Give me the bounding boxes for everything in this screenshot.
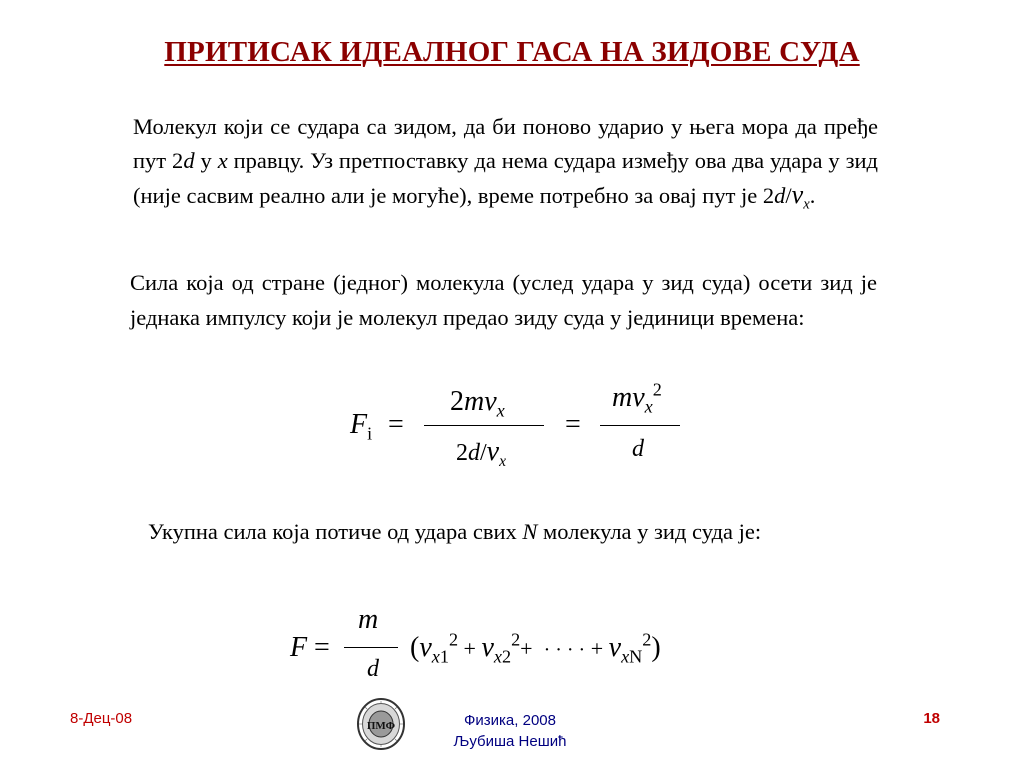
eq1-num1-2: 2	[450, 386, 464, 417]
eq2-t1-v: v	[419, 632, 432, 663]
eq2-F: F	[290, 632, 308, 663]
eq1-num2-mv: mv	[612, 382, 645, 413]
p1-var-v: v	[791, 180, 804, 209]
eq2-t1-sup: 2	[448, 629, 459, 650]
page-number: 18	[923, 710, 940, 727]
eq1-num1-sub: x	[496, 400, 505, 421]
eq2-equals: =	[314, 632, 330, 663]
p1-text-a: Молекул који се судара са зидом, да би поново ударио у њега мора да пређе пут 2	[133, 114, 878, 173]
slide-title-text: ПРИТИСАК ИДЕАЛНОГ ГАСА НА ЗИДОВЕ СУДА	[164, 36, 860, 68]
p3-var-N: N	[522, 519, 538, 544]
eq2-dots: · · · ·	[543, 639, 586, 661]
eq1-lhs	[350, 409, 373, 444]
slide-title	[0, 36, 1024, 69]
p1-text-b: у	[194, 148, 218, 173]
eq2-t2-sub-n: 2	[501, 646, 512, 667]
eq2-t3-v: v	[608, 632, 622, 663]
eq1-num2-sup: 2	[652, 379, 662, 400]
p1-slash: /	[785, 183, 792, 208]
eq2-t2-sup: 2	[511, 629, 521, 650]
eq2-t2-sub-x: x	[493, 646, 502, 667]
eq1-denominator-1	[456, 436, 506, 468]
eq2-den-d: d	[367, 656, 379, 682]
p1-var-d: d	[183, 148, 195, 173]
university-seal-logo	[356, 697, 406, 756]
eq1-denominator-2	[632, 436, 644, 463]
eq2-t3-sup: 2	[642, 629, 652, 650]
eq2-plus-2: +	[520, 636, 533, 661]
eq1-den1-slash: /	[480, 440, 487, 466]
paragraph-3	[148, 515, 948, 549]
p3-text-a: Укупна сила која потиче од удара свих	[148, 519, 523, 544]
eq2-denominator	[367, 656, 379, 683]
eq1-den1-sub: x	[499, 452, 507, 470]
eq1-equals-2: =	[565, 409, 581, 440]
footer-author: Љубиша Нешић	[453, 733, 567, 750]
p1-var-x: x	[217, 148, 228, 173]
eq2-t2-v: v	[481, 632, 494, 663]
eq2-close-paren: )	[651, 632, 661, 663]
eq2-plus-3: +	[590, 636, 604, 661]
eq2-fraction-bar	[344, 647, 398, 648]
eq1-numerator-1	[450, 386, 505, 421]
eq1-den1-2: 2	[456, 440, 468, 466]
paragraph-2: Сила која од стране (једног) молекула (услед удара у зид суда) осети зид је једнака импулсу који је молекул предао зиду суда у јединици времена:	[130, 270, 877, 330]
eq1-fraction-bar-2	[600, 425, 680, 426]
eq1-sub-i: i	[367, 423, 373, 444]
footer-credits	[430, 710, 590, 752]
footer-course: Физика, 2008	[464, 712, 556, 729]
eq1-den1-d: d	[468, 440, 480, 466]
eq2-t3-sub-x: x	[621, 646, 630, 667]
eq1-equals-1: =	[388, 409, 404, 440]
eq1-fraction-bar-1	[424, 425, 544, 426]
p1-period: .	[809, 183, 816, 208]
eq1-F: F	[350, 409, 368, 440]
eq1-numerator-2	[612, 379, 662, 417]
eq2-sum	[410, 629, 661, 667]
eq1-num2-sub: x	[644, 396, 653, 417]
p1-var-d2: d	[774, 183, 786, 208]
eq1-den1-v: v	[486, 436, 500, 467]
eq2-t3-sub-n: N	[629, 646, 643, 667]
eq2-t1-sub-n: 1	[439, 646, 449, 667]
eq2-open-paren: (	[410, 632, 420, 663]
eq1-num1-mv: mv	[464, 386, 497, 417]
paragraph-1	[133, 110, 878, 213]
p1-text-c: правцу. Уз претпоставку да нема судара између ова два удара у зид (није сасвим реално али је могуће), време потребно за овај пут је 2	[133, 148, 878, 208]
eq2-lhs	[290, 632, 307, 664]
p3-text-b: молекула у зид суда је:	[537, 519, 762, 544]
eq2-num-m: m	[358, 604, 379, 635]
eq1-den2-d: d	[632, 436, 644, 462]
eq2-numerator	[358, 604, 378, 636]
logo-text: ПМФ	[366, 720, 396, 732]
eq2-plus-1: +	[463, 636, 476, 661]
eq2-t1-sub-x: x	[431, 646, 440, 667]
p1-sub-x: x	[803, 196, 810, 213]
footer-date: 8-Дец-08	[70, 710, 133, 727]
